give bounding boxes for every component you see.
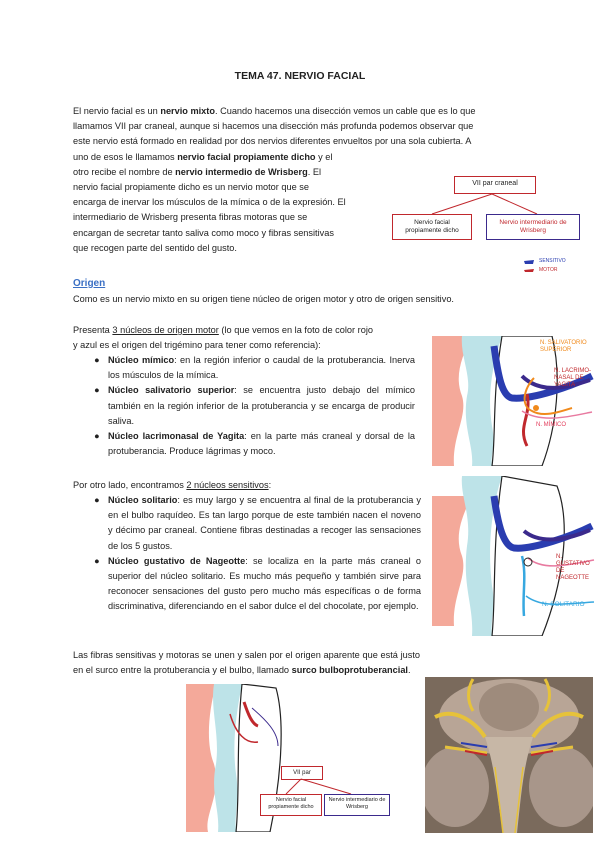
list-item: ● Núcleo mímico: en la región inferior o caudal de la protuberancia. Inerva los músculos de la mímica. bbox=[94, 355, 415, 381]
facial-propio-box-2: Nervio facial propiamente dicho bbox=[260, 794, 322, 816]
intro-line: que recogen parte del sentido del gusto. bbox=[73, 242, 237, 253]
brainstem-figure-exit bbox=[186, 684, 401, 832]
intro-paragraph-narrow bbox=[73, 150, 383, 256]
intro-line: uno de esos le llamamos nervio facial propiamente dicho y el bbox=[73, 151, 333, 162]
list-item: ● Núcleo gustativo de Nageotte: se localiza en la parte más craneal o superior del núcleo solitario. Es mucho más pequeño y también sirve para reconocer sensaciones del gusto pero mucho más específicas o de forma discriminativa, diferenciando en el sabor dulce el del chocolate, por ejemplo. bbox=[94, 555, 421, 612]
list-item: ● Núcleo solitario: es muy largo y se encuentra al final de la protuberancia y en el bulbo raquídeo. Es tan largo porque de este también nacen el noveno y décimo par craneal. Contiene fibras destinadas a recoger las sensaciones de los 5 gustos. bbox=[94, 495, 421, 551]
origen-paragraph-2: Presenta 3 núcleos de origen motor (lo que vemos en la foto de color rojo y azul es el origen del trigémino para tener como referencia): bbox=[73, 325, 374, 351]
intro-line: llamamos VII par craneal, aunque si hacemos una disección más profunda podemos observar que bbox=[73, 121, 474, 132]
origen-heading: Origen bbox=[73, 278, 106, 289]
mimico-label: N. MÍMICO bbox=[536, 422, 566, 428]
intro-line: El nervio facial es un nervio mixto. Cuando hacemos una disección vemos un cable que es lo que bbox=[73, 106, 476, 116]
origen-paragraph-3: Por otro lado, encontramos 2 núcleos sensitivos: bbox=[73, 480, 272, 490]
list-item: ● Núcleo lacrimonasal de Yagita: en la parte más craneal y dorsal de la protuberancia. Produce lágrimas y moco. bbox=[94, 431, 415, 457]
intro-line: intermediario de Wrisberg presenta fibras motoras que se bbox=[73, 212, 308, 223]
vii-par-box: VII par bbox=[281, 766, 323, 780]
solitario-label: N. SOLITARIO bbox=[542, 601, 585, 608]
vii-par-craneal-box: VII par craneal bbox=[454, 176, 536, 194]
intro-line: encarga de inervar los músculos de la mímica o de la expresión. El bbox=[73, 197, 346, 208]
origen-paragraph-1: Como es un nervio mixto en su origen tiene núcleo de origen motor y otro de origen sensitivo. bbox=[73, 294, 454, 304]
intro-line: nervio facial propiamente dicho es un nervio motor que se bbox=[73, 182, 309, 192]
intro-line: este nervio está formado en realidad por dos nervios diferentes envueltos por una sola cubierta. A bbox=[73, 136, 472, 147]
salivatorio-label: N. SALIVATORIO SUPERIOR bbox=[540, 340, 587, 353]
sensitive-nuclei-list bbox=[94, 493, 421, 615]
intro-line: encargan de secretar tanto saliva como moco y fibras sensitivas bbox=[73, 227, 334, 238]
motor-nuclei-list bbox=[94, 353, 415, 459]
legend-blue-label: SENSITIVO bbox=[539, 258, 566, 264]
intro-paragraph bbox=[73, 104, 526, 150]
nerve-diagram-1 bbox=[392, 174, 592, 274]
legend-red-label: MOTOR bbox=[539, 267, 558, 273]
anatomical-photo bbox=[425, 677, 593, 833]
intermediario-box: Nervio intermediario de Wrisberg bbox=[486, 214, 580, 240]
lacrimo-label: N. LACRIMO-NASAL DE YAGITA bbox=[554, 368, 592, 388]
origen-paragraph-4: Las fibras sensitivas y motoras se unen y salen por el origen aparente que está justo en el surco entre la protuberancia y el bulbo, llamado surco bulboprotuberancial. bbox=[73, 650, 420, 676]
brainstem-illustration bbox=[432, 336, 597, 466]
gustativo-label: N. GUSTATIVO DE NAGEOTTE bbox=[556, 554, 590, 581]
brainstem-figure-sensitive bbox=[432, 476, 597, 636]
intro-line: otro recibe el nombre de nervio intermedio de Wrisberg. El bbox=[73, 166, 321, 177]
list-item: ● Núcleo salivatorio superior: se encuentra justo debajo del mímico también en la región inferior de la protuberancia y se encarga de producir saliva. bbox=[94, 385, 415, 426]
page-title: TEMA 47. NERVIO FACIAL bbox=[234, 70, 366, 82]
brainstem-figure-motor bbox=[432, 336, 597, 466]
intermediario-box-2: Nervio intermediario de Wrisberg bbox=[324, 794, 390, 816]
facial-propio-box: Nervio facial propiamente dicho bbox=[392, 214, 472, 240]
brainstem-photo-illustration bbox=[425, 677, 593, 833]
